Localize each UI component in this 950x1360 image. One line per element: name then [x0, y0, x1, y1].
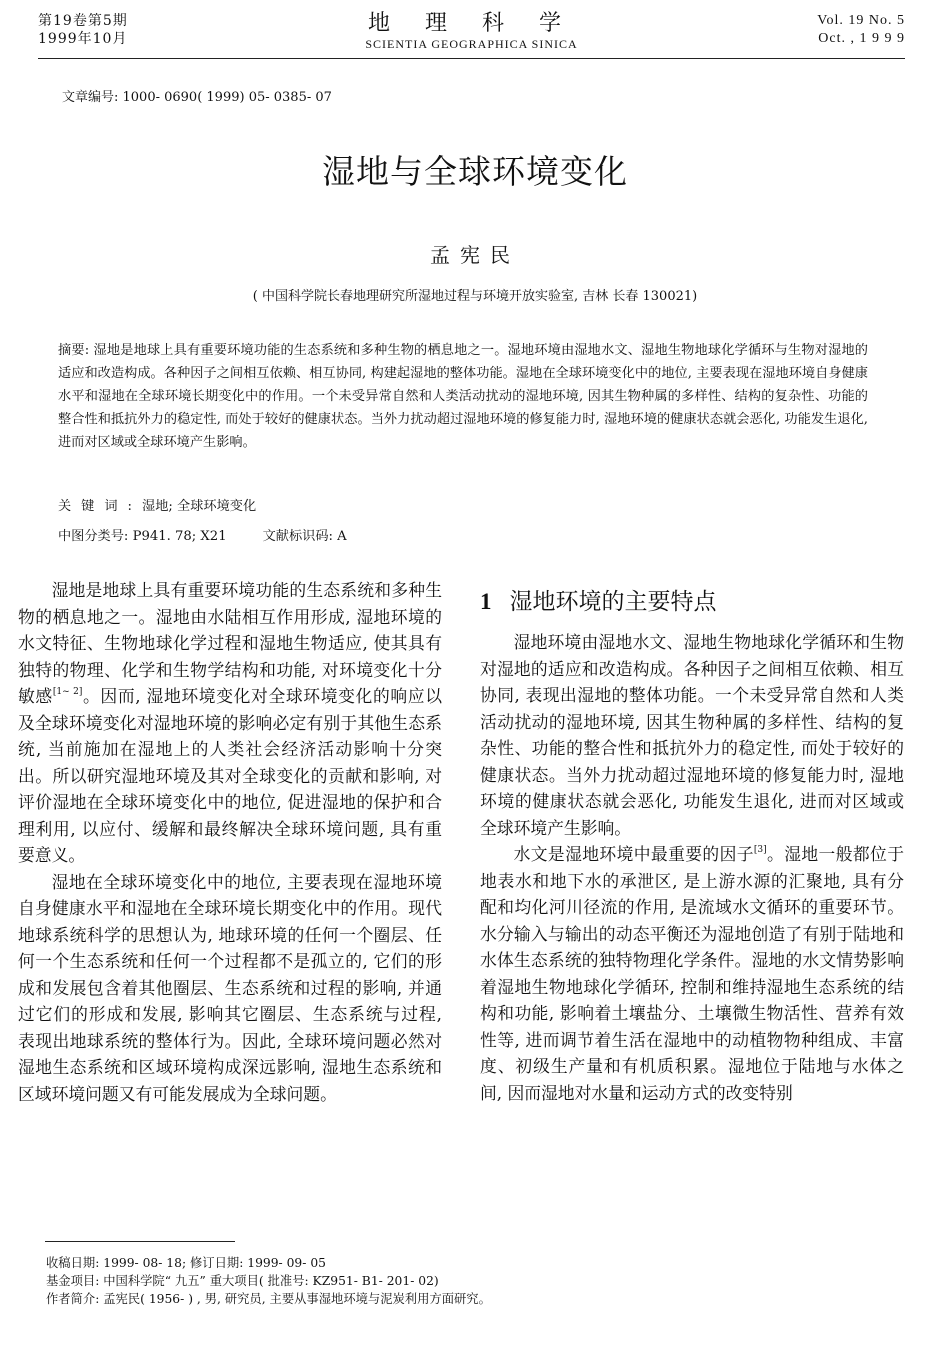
- running-header: [38, 12, 905, 60]
- keywords: [58, 495, 256, 514]
- header-rule: [38, 58, 905, 59]
- volume-issue: 第19卷第5期: [38, 13, 128, 29]
- abstract: 摘要: 湿地是地球上具有重要环境功能的生态系统和多种生物的栖息地之一。湿地环境由湿地水文、湿地生物地球化学循环与生物对湿地的适应和改造构成。各种因子之间相互依赖、相互协同, 构建起湿地的整体功能。湿地在全球环境变化中的地位, 主要表现在湿地环境自身健康水平和湿地在全球环境长期变化中的作用。一个未受异常自然和人类活动扰动的湿地环境, 因其生物种属的多样性、结构的复杂性、功能的整合性和抵抗外力的稳定性, 而处于较好的健康状态。当外力扰动超过湿地环境的修复能力时, 湿地环境的健康状态就会恶化, 功能发生退化, 进而对区域或全球环境产生影响。: [58, 343, 868, 450]
- section-number: 1: [480, 589, 492, 614]
- document-code: 文献标识码: A: [262, 529, 347, 544]
- citation-ref: [3]: [753, 845, 767, 855]
- footnote-author-bio: 作者简介: 孟宪民( 1956- ) , 男, 研究员, 主要从事湿地环境与泥炭利用方面研究。: [46, 1292, 491, 1306]
- footnote-received: 收稿日期: 1999- 08- 18; 修订日期: 1999- 09- 05: [46, 1256, 326, 1270]
- body-paragraph: 湿地环境由湿地水文、湿地生物地球化学循环和生物对湿地的适应和改造构成。各种因子之间相互依赖、相互协同, 表现出湿地的整体功能。一个未受异常自然和人类活动扰动的湿地环境, 因其生物种属的多样性、结构的复杂性、功能的整合性和抵抗外力的稳定性, 而处于较好的健康状态。当外力扰动超过湿地环境的修复能力时, 湿地环境的健康状态就会恶化, 功能发生退化, 进而对区域或全球环境产生影响。: [480, 632, 904, 838]
- footnotes: [46, 1254, 491, 1308]
- issue-date-en: Oct. , 1 9 9 9: [818, 31, 905, 46]
- journal-name: [38, 12, 905, 52]
- body-left-column: [18, 577, 442, 1107]
- author-name: 孟宪民: [430, 243, 520, 267]
- body-paragraph: 湿地是地球上具有重要环境功能的生态系统和多种生物的栖息地之一。湿地由水陆相互作用形成, 湿地环境的水文特征、生物地球化学过程和湿地生物适应, 使其具有独特的物理、化学和生物学结构和功能, 对环境变化十分敏感[1~ 2]。因而, 湿地环境变化对全球环境变化的响应以及全球环境变化对湿地环境的影响必定有别于其他生态系统, 当前施加在湿地上的人类社会经济活动影响十分突出。所以研究湿地环境及其对全球变化的贡献和影响, 对评价湿地在全球环境变化中的地位, 促进湿地的保护和合理利用, 以应付、缓解和最终解决全球环境问题, 具有重要意义。: [18, 580, 442, 865]
- classification: [58, 525, 347, 544]
- author-affiliation: ( 中国科学院长春地理研究所湿地过程与环境开放实验室, 吉林 长春 130021): [252, 289, 698, 304]
- clc-number: 中图分类号: P941. 78; X21: [58, 529, 227, 544]
- body-paragraph: 水文是湿地环境中最重要的因子[3]。湿地一般都位于地表水和地下水的承泄区, 是上游水源的汇聚地, 具有分配和均化河川径流的作用, 是流域水文循环的重要环节。水分输入与输出的动态平衡还为湿地创造了有别于陆地和水体生态系统的独特物理化学条件。湿地的水文情势影响着湿地生物地球化学循环, 控制和维持湿地生态系统的结构和功能, 影响着土壤盐分、土壤微生物活性、营养有效性等, 进而调节着生活在湿地中的动植物物种组成、丰富度、初级生产量和有机质积累。湿地位于陆地与水体之间, 因而湿地对水量和运动方式的改变特别: [480, 844, 904, 1103]
- journal-name-en: SCIENTIA GEOGRAPHICA SINICA: [365, 37, 578, 51]
- section-heading: [480, 587, 904, 617]
- footnote-rule: [45, 1241, 235, 1242]
- issue-info-en: [817, 12, 905, 48]
- article-number: 文章编号: 1000- 0690( 1999) 05- 0385- 07: [62, 90, 332, 105]
- keywords-label: 关键词:: [58, 499, 143, 514]
- volume-issue-en: Vol. 19 No. 5: [817, 13, 905, 28]
- section-title: 湿地环境的主要特点: [509, 589, 717, 615]
- body-right-column: [480, 577, 904, 1106]
- keywords-value: 湿地; 全球环境变化: [142, 499, 257, 514]
- paper-title: 湿地与全球环境变化: [322, 152, 628, 191]
- journal-name-cn: 地 理 科 学: [368, 11, 575, 36]
- body-paragraph: 湿地在全球环境变化中的地位, 主要表现在湿地环境自身健康水平和湿地在全球环境长期变化中的作用。现代地球系统科学的思想认为, 地球环境的任何一个圈层、任何一个生态系统和任何一个过程都不是孤立的, 它们的形成和发展包含着其他圈层、生态系统和过程的影响, 并通过它们的形成和发展, 影响其它圈层、生态系统与过程, 表现出地球系统的整体行为。因此, 全球环境问题必然对湿地生态系统和区域环境构成深远影响, 湿地生态系统和区域环境问题又有可能发展成为全球问题。: [18, 871, 442, 1104]
- footnote-fund: 基金项目: 中国科学院“ 九五” 重大项目( 批准号: KZ951- B1- 201- 02): [46, 1274, 439, 1288]
- citation-ref: [1~ 2]: [52, 687, 83, 697]
- issue-date: 1999年10月: [38, 31, 128, 47]
